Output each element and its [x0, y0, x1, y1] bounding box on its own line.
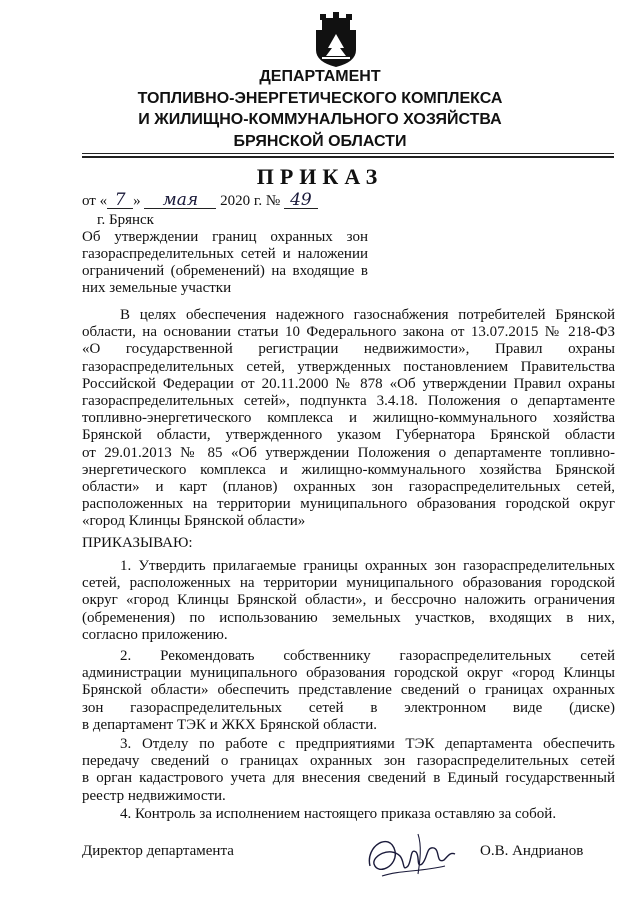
item-line: 3. Отделу по работе с предприятиями ТЭК департамента обеспечить: [120, 736, 615, 752]
item-line: администрации муниципального образования городской округ «город Клинцы: [82, 665, 615, 682]
date-mid: »: [133, 193, 141, 209]
order-item-4: [82, 806, 615, 823]
item-line: 2. Рекомендовать собственнику газораспределительных сетей: [120, 648, 615, 664]
dept-line: И ЖИЛИЩНО-КОММУНАЛЬНОГО ХОЗЯЙСТВА: [138, 111, 502, 128]
item-line: 4. Контроль за исполнением настоящего приказа оставляю за собой.: [120, 806, 557, 822]
preamble-line: от 29.01.2013 № 85 «Об утверждении Положения о департаменте топливно-: [82, 444, 615, 461]
date-month: мая: [162, 190, 199, 210]
date-year: 2020 г.: [220, 193, 263, 209]
subject-line: Об утверждении границ охранных зон: [82, 229, 368, 245]
preamble-line: Брянской области, утвержденного указом Губернатора Брянской области: [82, 427, 615, 444]
item-line: 1. Утвердить прилагаемые границы охранных зон газораспределительных: [120, 558, 615, 574]
order-item-3: [82, 736, 615, 805]
preamble-line: области, на основании статьи 10 Федерального закона от 13.07.2015 № 218-ФЗ: [82, 324, 615, 341]
order-number: 49: [290, 190, 312, 210]
dept-line: ТОПЛИВНО-ЭНЕРГЕТИЧЕСКОГО КОМПЛЕКСА: [137, 89, 503, 107]
item-line: в орган кадастрового учета для внесения сведений в Единый государственный: [82, 770, 615, 787]
item-line: Брянской области» обеспечить представление сведений о границах охранных: [82, 682, 615, 699]
order-subject: [82, 229, 368, 297]
item-line: сетей, расположенных на территории муниципального образования городской: [82, 575, 615, 592]
item-line: зон газораспределительных сетей в электронном виде (диске): [82, 699, 615, 716]
order-directive: ПРИКАЗЫВАЮ:: [82, 535, 193, 551]
signatory-role: Директор департамента: [82, 843, 234, 859]
header-divider-thick: [82, 156, 614, 158]
subject-line: газораспределительных сетей и наложении: [82, 246, 368, 262]
preamble: [82, 307, 615, 531]
city: г. Брянск: [97, 212, 154, 228]
date-prefix: от «: [82, 193, 108, 209]
preamble-line: В целях обеспечения надежного газоснабжения потребителей Брянской: [120, 307, 615, 323]
signatory-name: О.В. Андрианов: [480, 843, 584, 859]
preamble-line: расположенных на территории муниципального образования городской округ: [82, 496, 615, 513]
preamble-line: газораспределительных сетей, утвержденных постановлением Правительства: [82, 358, 615, 375]
dept-line: ДЕПАРТАМЕНТ: [259, 68, 381, 85]
preamble-line: «город Клинцы Брянской области»: [82, 513, 306, 530]
preamble-line: газораспределительных сетей», подпункта 3.4.18. Положения о департаменте: [82, 393, 615, 410]
subject-line: ограничений (обременений) на входящие в: [82, 263, 368, 279]
date-day: 7: [114, 190, 126, 210]
date-line: [82, 190, 318, 210]
item-line: согласно приложению.: [82, 626, 228, 643]
preamble-line: области» и карт (планов) охранных зон газораспределительных сетей,: [82, 479, 615, 496]
item-line: (обременения) по использованию земельных участков, входящих в них,: [82, 609, 615, 626]
header-divider-thin: [82, 153, 614, 154]
dept-line: БРЯНСКОЙ ОБЛАСТИ: [233, 132, 407, 150]
item-line: в департамент ТЭК и ЖКХ Брянской области.: [82, 716, 378, 733]
coat-of-arms-icon: [308, 10, 364, 68]
preamble-line: энергетического комплекса и жилищно-коммунального хозяйства Брянской: [82, 461, 615, 478]
order-title: ПРИКАЗ: [256, 164, 384, 189]
handwritten-signature-icon: [360, 826, 460, 884]
preamble-line: Российской Федерации от 20.11.2000 № 878 «Об утверждении Правил охраны: [82, 375, 615, 392]
item-line: передачу сведений о границах охранных зон газораспределительных сетей: [82, 753, 615, 770]
preamble-line: «О государственной регистрации недвижимости», Правил охраны: [82, 341, 615, 358]
item-line: округ «город Клинцы Брянской области», и бессрочно наложить ограничения: [82, 592, 615, 609]
subject-line: них земельные участки: [82, 280, 232, 296]
item-line: реестр недвижимости.: [82, 787, 226, 804]
preamble-line: топливно-энергетического комплекса и жилищно-коммунального хозяйства: [82, 410, 615, 427]
department-header: [0, 66, 640, 152]
order-item-2: [82, 648, 615, 734]
order-item-1: [82, 558, 615, 644]
number-label: №: [265, 193, 281, 209]
